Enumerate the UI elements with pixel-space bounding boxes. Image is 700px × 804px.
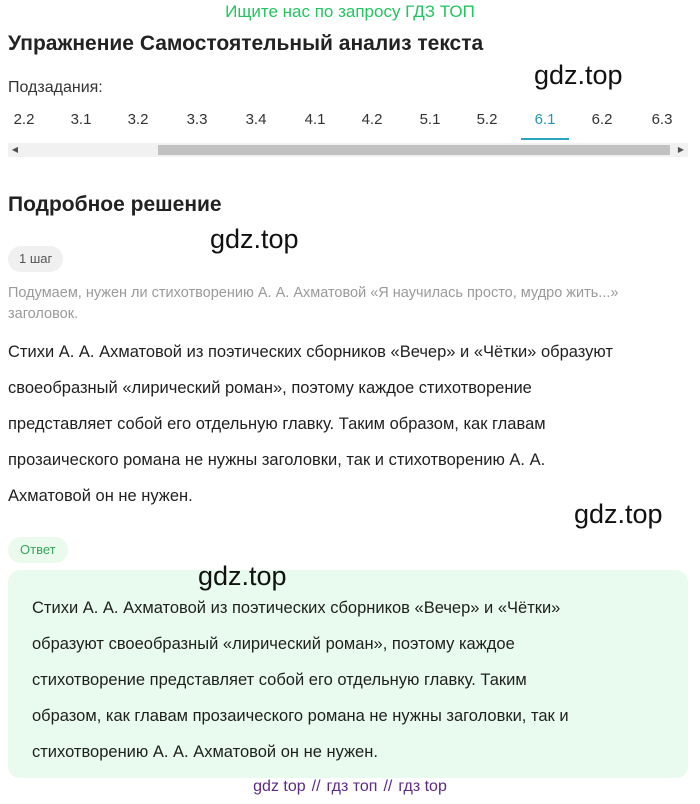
tabs-scrollbar[interactable] bbox=[8, 143, 688, 157]
solution-line: Стихи А. А. Ахматовой из поэтических сборников «Вечер» и «Чётки» образуют bbox=[8, 343, 613, 361]
footer-link-gdz-top-mixed[interactable]: гдз top bbox=[398, 778, 447, 795]
tab-2-2[interactable]: 2.2 bbox=[13, 111, 35, 128]
step-hint: Подумаем, нужен ли стихотворению А. А. Ахматовой «Я научилась просто, мудро жить...» заголовок. bbox=[8, 285, 619, 322]
footer bbox=[0, 778, 700, 796]
footer-link-gdz-top-ru[interactable]: гдз топ bbox=[326, 778, 378, 795]
tab-6-3[interactable]: 6.3 bbox=[651, 111, 673, 128]
footer-separator: // bbox=[311, 778, 321, 795]
answer-text bbox=[32, 590, 672, 770]
answer-badge: Ответ bbox=[8, 537, 68, 563]
answer-line: Стихи А. А. Ахматовой из поэтических сборников «Вечер» и «Чётки» bbox=[32, 599, 561, 617]
watermark: gdz.top bbox=[210, 224, 299, 254]
scroll-right-icon[interactable]: ▶ bbox=[677, 145, 685, 154]
answer-line: образом, как главам прозаического романа не нужны заголовки, так и bbox=[32, 707, 569, 725]
solution-title: Подробное решение bbox=[8, 193, 222, 216]
scroll-thumb[interactable] bbox=[158, 145, 670, 155]
solution-text bbox=[8, 334, 688, 514]
step-badge: 1 шаг bbox=[8, 246, 63, 272]
tab-3-1[interactable]: 3.1 bbox=[70, 111, 92, 128]
tab-6-1[interactable]: 6.1 bbox=[521, 108, 569, 140]
solution-line: Ахматовой он не нужен. bbox=[8, 487, 193, 505]
solution-line: представляет собой его отдельную главку. Таким образом, как главам bbox=[8, 415, 546, 433]
solution-line: прозаического романа не нужны заголовки, так и стихотворению А. А. bbox=[8, 451, 546, 469]
subtask-tabs bbox=[0, 108, 690, 142]
tab-3-4[interactable]: 3.4 bbox=[245, 111, 267, 128]
watermark: gdz.top bbox=[534, 60, 623, 90]
scroll-left-icon[interactable]: ◀ bbox=[11, 145, 19, 154]
answer-line: образуют своеобразный «лирический роман», поэтому каждое bbox=[32, 635, 515, 653]
tab-5-2[interactable]: 5.2 bbox=[476, 111, 498, 128]
search-banner: Ищите нас по запросу ГДЗ ТОП bbox=[225, 2, 475, 21]
footer-separator: // bbox=[383, 778, 393, 795]
page-title: Упражнение Самостоятельный анализ текста bbox=[8, 32, 484, 55]
tab-5-1[interactable]: 5.1 bbox=[419, 111, 441, 128]
answer-line: стихотворению А. А. Ахматовой он не нужен. bbox=[32, 743, 378, 761]
answer-box bbox=[8, 570, 688, 778]
subtasks-label: Подзадания: bbox=[8, 79, 103, 96]
tab-3-3[interactable]: 3.3 bbox=[186, 111, 208, 128]
tab-6-2[interactable]: 6.2 bbox=[591, 111, 613, 128]
watermark: gdz.top bbox=[198, 561, 287, 591]
watermark: gdz.top bbox=[574, 499, 663, 529]
tab-3-2[interactable]: 3.2 bbox=[127, 111, 149, 128]
tab-4-1[interactable]: 4.1 bbox=[304, 111, 326, 128]
solution-line: своеобразный «лирический роман», поэтому каждое стихотворение bbox=[8, 379, 532, 397]
answer-line: стихотворение представляет собой его отдельную главку. Таким bbox=[32, 671, 527, 689]
tab-4-2[interactable]: 4.2 bbox=[361, 111, 383, 128]
footer-link-gdz-top[interactable]: gdz top bbox=[253, 778, 306, 795]
